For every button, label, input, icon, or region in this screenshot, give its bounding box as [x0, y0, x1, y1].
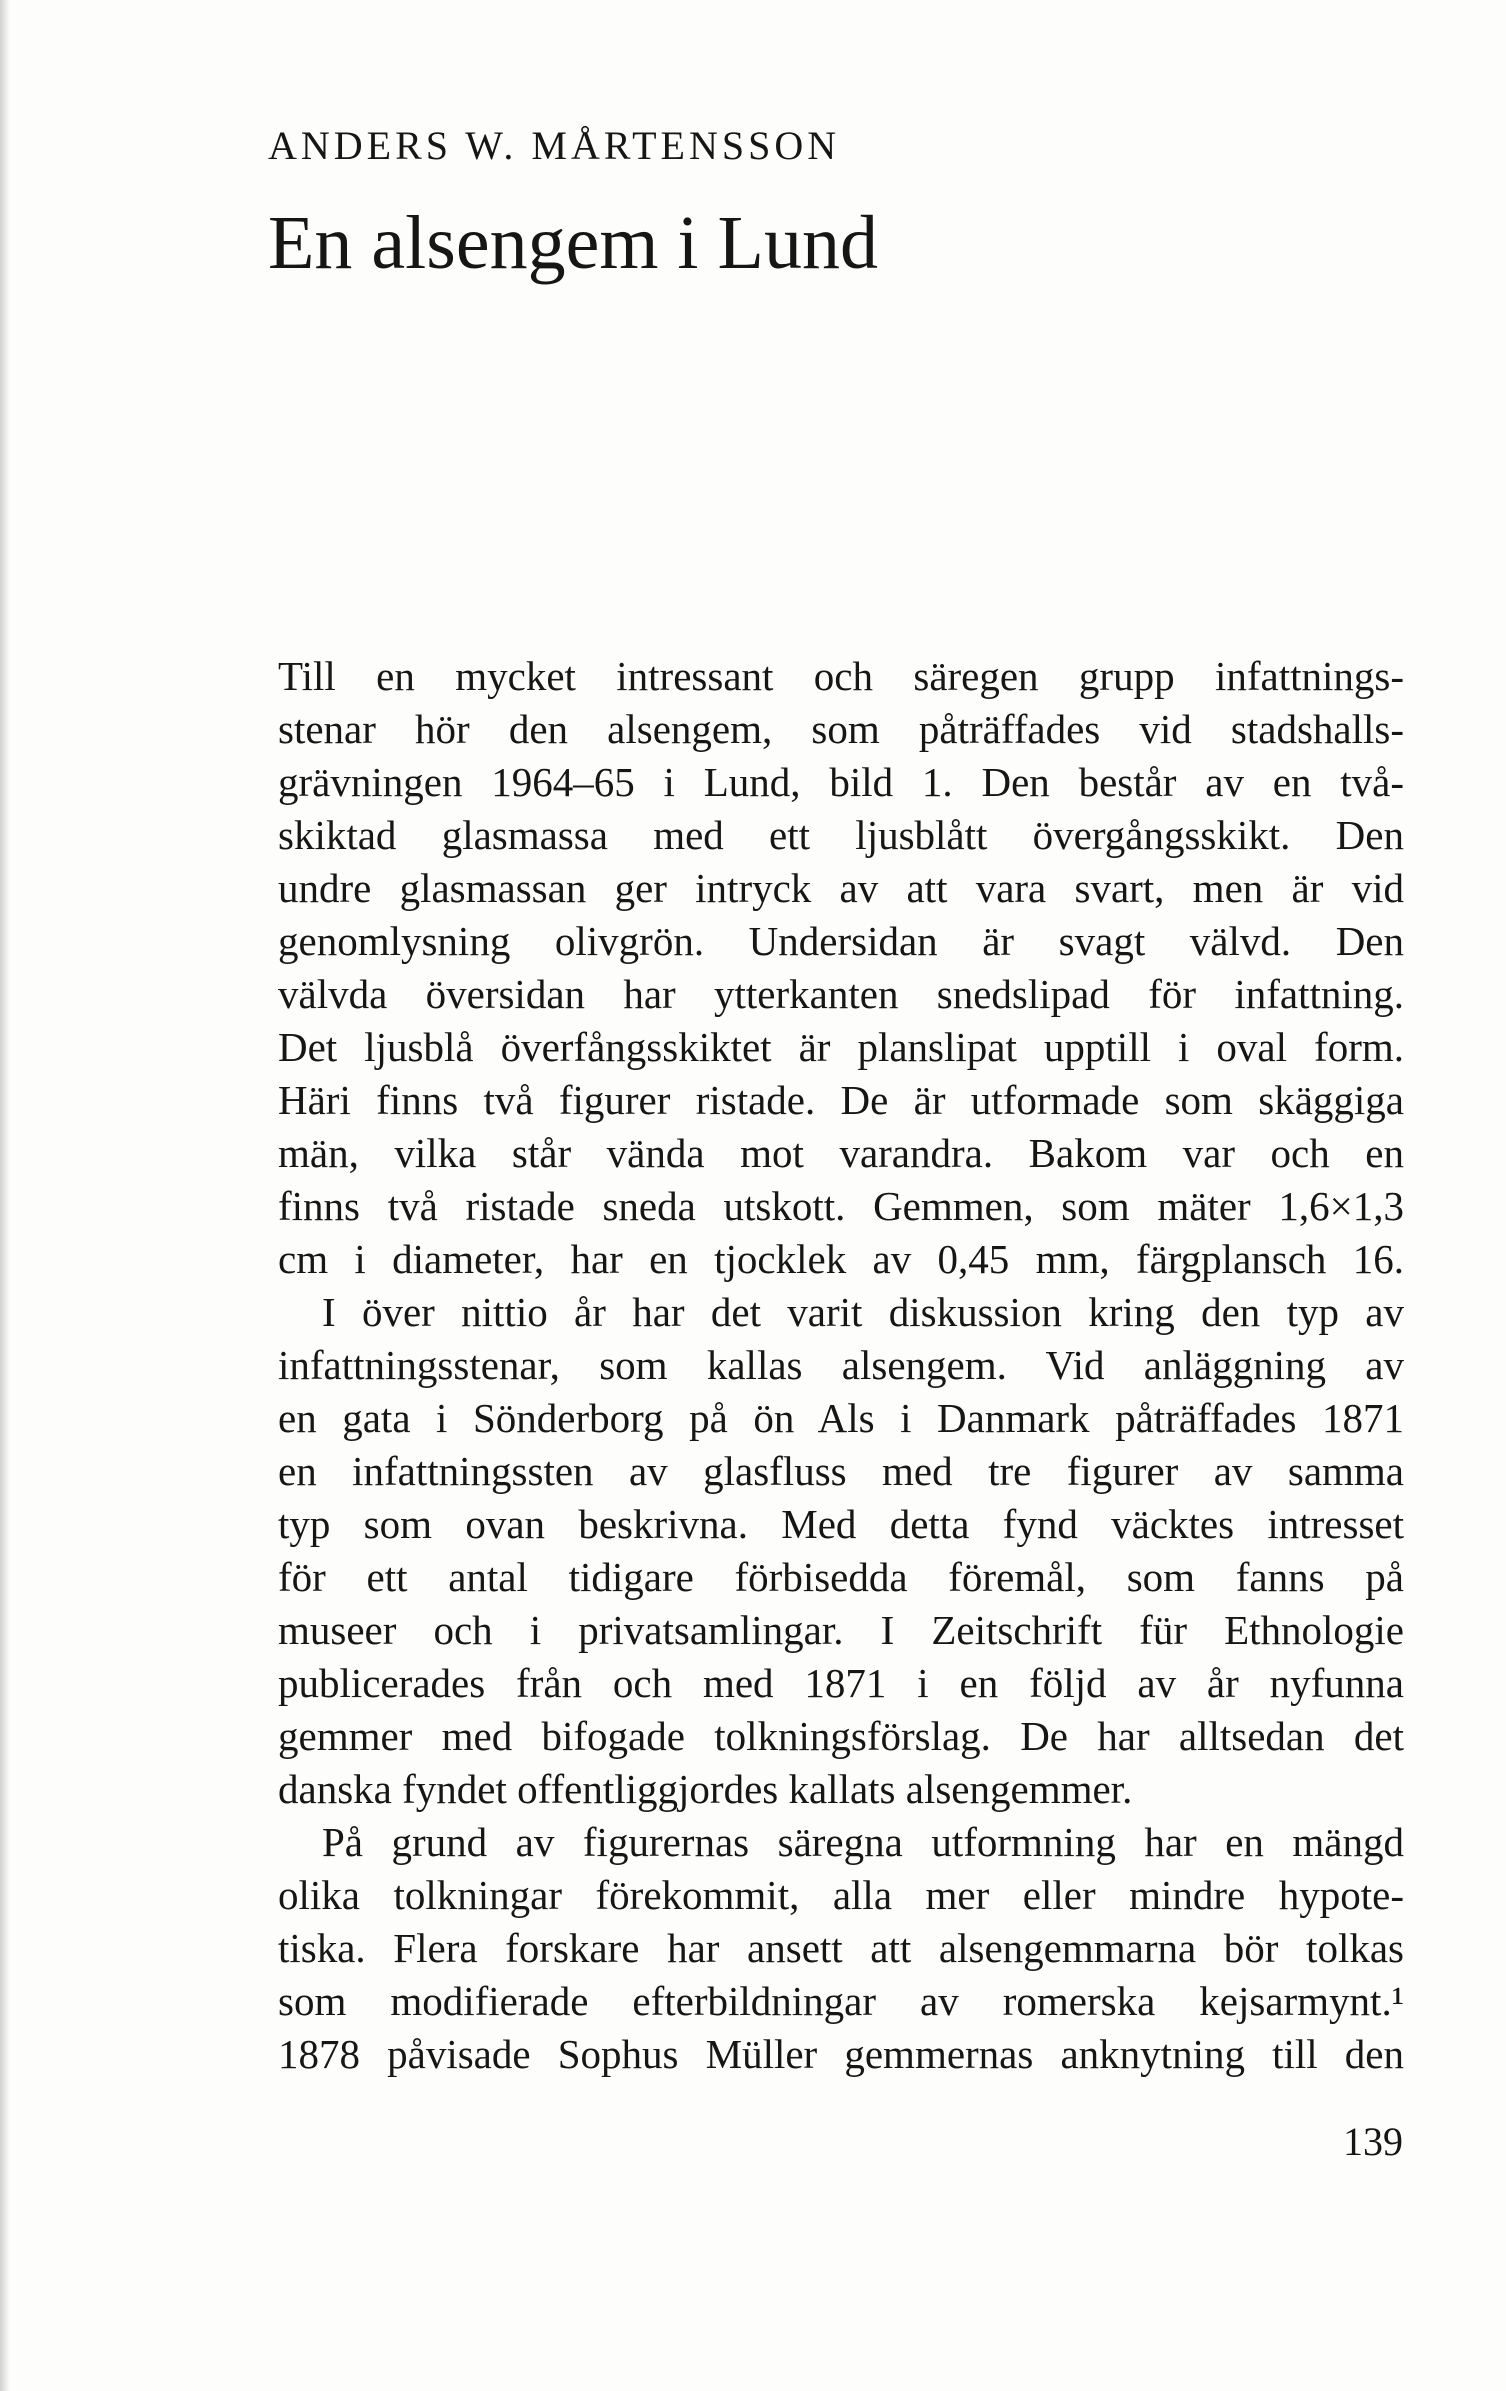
paragraph-2 [278, 1286, 1404, 1816]
text-line: museer och i privatsamlingar. I Zeitschrift für Ethnologie [278, 1607, 1404, 1653]
body-text [278, 650, 1404, 2081]
text-line: genomlysning olivgrön. Undersidan är svagt välvd. Den [278, 918, 1404, 964]
text-line: Till en mycket intressant och säregen grupp infattnings- [278, 653, 1404, 699]
text-line: för ett antal tidigare förbisedda föremål, som fanns på [278, 1554, 1404, 1600]
text-line: typ som ovan beskrivna. Med detta fynd väcktes intresset [278, 1501, 1404, 1547]
text-line: Häri finns två figurer ristade. De är utformade som skäggiga [278, 1077, 1404, 1123]
text-line: finns två ristade sneda utskott. Gemmen, som mäter 1,6×1,3 [278, 1183, 1404, 1229]
text-line: 1878 påvisade Sophus Müller gemmernas anknytning till den [278, 2031, 1404, 2077]
text-line: I över nittio år har det varit diskussion kring den typ av [322, 1289, 1404, 1335]
text-line: en gata i Sönderborg på ön Als i Danmark påträffades 1871 [278, 1395, 1404, 1441]
text-line: På grund av figurernas säregna utformning har en mängd [322, 1819, 1404, 1865]
scan-edge-shadow [0, 0, 10, 2391]
text-line: som modifierade efterbildningar av romerska kejsarmynt.¹ [278, 1978, 1404, 2024]
article-title: En alsengem i Lund [268, 201, 878, 285]
paragraph-1 [278, 650, 1404, 1286]
text-line: män, vilka står vända mot varandra. Bakom var och en [278, 1130, 1404, 1176]
text-line: välvda översidan har ytterkanten snedslipad för infattning. [278, 971, 1404, 1017]
text-line: gemmer med bifogade tolkningsförslag. De har alltsedan det [278, 1713, 1404, 1759]
text-line: skiktad glasmassa med ett ljusblått övergångsskikt. Den [278, 812, 1404, 858]
text-line: en infattningssten av glasfluss med tre figurer av samma [278, 1448, 1404, 1494]
text-line: publicerades från och med 1871 i en följd av år nyfunna [278, 1660, 1404, 1706]
text-line: Det ljusblå överfångsskiktet är planslipat upptill i oval form. [278, 1024, 1404, 1070]
text-line: undre glasmassan ger intryck av att vara svart, men är vid [278, 865, 1404, 911]
text-line: grävningen 1964–65 i Lund, bild 1. Den består av en två- [278, 759, 1404, 805]
page-number: 139 [1343, 2119, 1403, 2164]
text-line: tiska. Flera forskare har ansett att alsengemmarna bör tolkas [278, 1925, 1404, 1971]
text-line: olika tolkningar förekommit, alla mer eller mindre hypote- [278, 1872, 1404, 1918]
paragraph-3 [278, 1816, 1404, 2081]
text-line: stenar hör den alsengem, som påträffades vid stadshalls- [278, 706, 1404, 752]
text-line: danska fyndet offentliggjordes kallats alsengemmer. [278, 1766, 1133, 1812]
text-line: infattningsstenar, som kallas alsengem. Vid anläggning av [278, 1342, 1404, 1388]
text-line: cm i diameter, har en tjocklek av 0,45 mm, färgplansch 16. [278, 1236, 1404, 1282]
author-name: ANDERS W. MÅRTENSSON [268, 123, 841, 168]
